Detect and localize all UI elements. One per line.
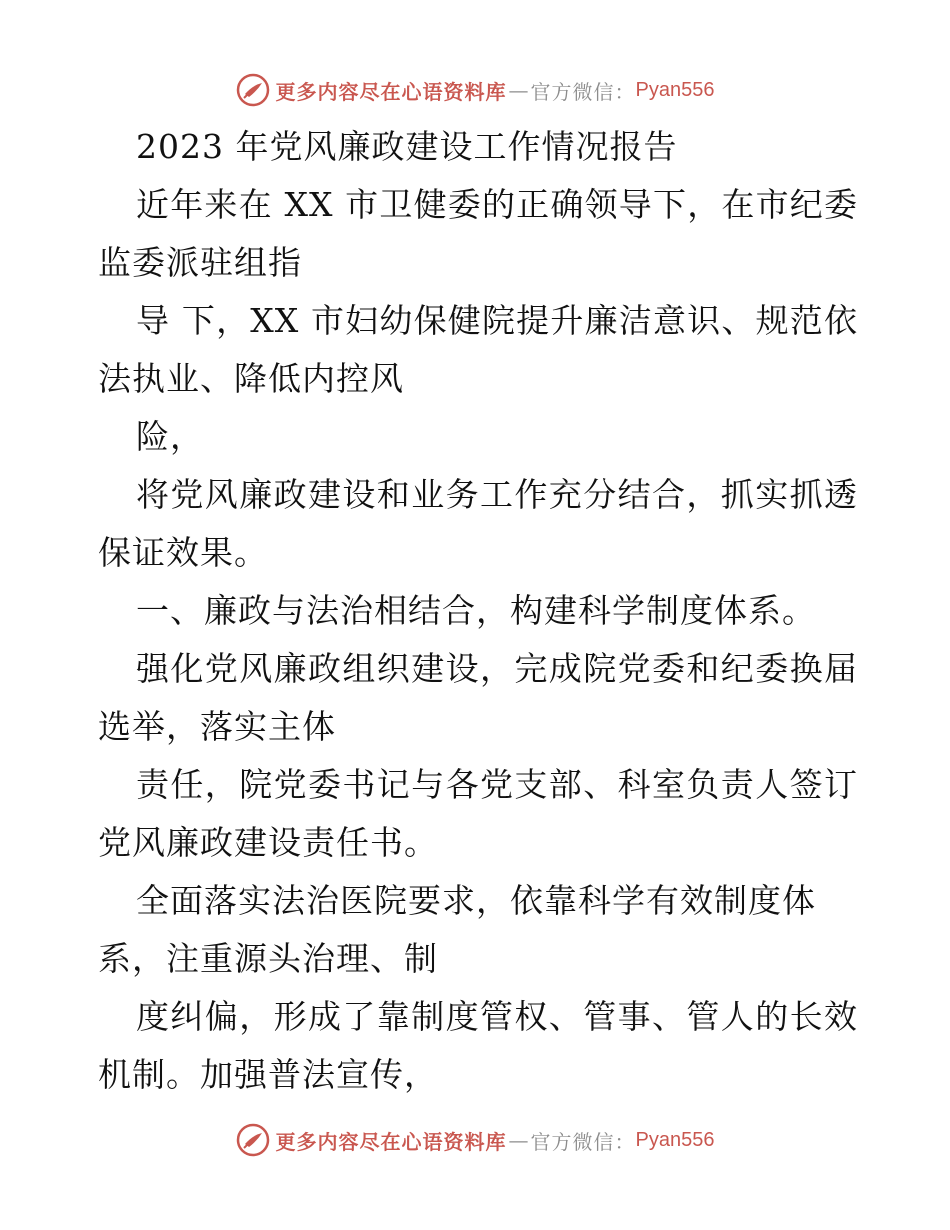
banner-dash: — (508, 1128, 529, 1152)
section-heading: 一、廉政与法治相结合，构建科学制度体系。 (136, 591, 816, 630)
banner-dash: — (508, 78, 529, 102)
document-title: 2023 年党风廉政建设工作情况报告 (136, 127, 678, 166)
text-line: 法执业、降低内控风 (98, 359, 404, 398)
text-line: 责任，院党委书记与各党支部、科室负责人签订 (136, 765, 858, 804)
text-line: 近年来在 XX 市卫健委的正确领导下，在市纪委 (136, 185, 858, 224)
text-line: 选举，落实主体 (98, 707, 336, 746)
text-line: 强化党风廉政组织建设，完成院党委和纪委换届 (136, 649, 858, 688)
banner-slogan: 更多内容尽在心语资料库 (275, 79, 507, 104)
text-line: 险， (136, 417, 204, 456)
text-line: 机制。加强普法宣传， (98, 1055, 438, 1094)
text-line: 系，注重源头治理、制 (98, 939, 438, 978)
text-line: 监委派驻组指 (98, 243, 302, 282)
text-line: 保证效果。 (98, 533, 268, 572)
wechat-id: Pyan556 (635, 1128, 715, 1151)
text-line: 全面落实法治医院要求，依靠科学有效制度体 (136, 881, 816, 920)
wechat-label: 官方微信： (530, 79, 636, 104)
text-line: 将党风廉政建设和业务工作充分结合，抓实抓透 (136, 475, 858, 514)
wechat-id: Pyan556 (635, 78, 715, 101)
text-line: 党风廉政建设责任书。 (98, 823, 438, 862)
book-logo-icon (236, 1123, 270, 1157)
wechat-label: 官方微信： (530, 1129, 636, 1154)
banner-slogan: 更多内容尽在心语资料库 (275, 1129, 507, 1154)
text-line: 度纠偏，形成了靠制度管权、管事、管人的长效 (136, 997, 858, 1036)
book-logo-icon (236, 73, 270, 107)
header-banner (0, 70, 950, 110)
document-body (98, 118, 858, 1104)
footer-banner (0, 1120, 950, 1160)
text-line: 导 下，XX 市妇幼保健院提升廉洁意识、规范依 (136, 301, 858, 340)
